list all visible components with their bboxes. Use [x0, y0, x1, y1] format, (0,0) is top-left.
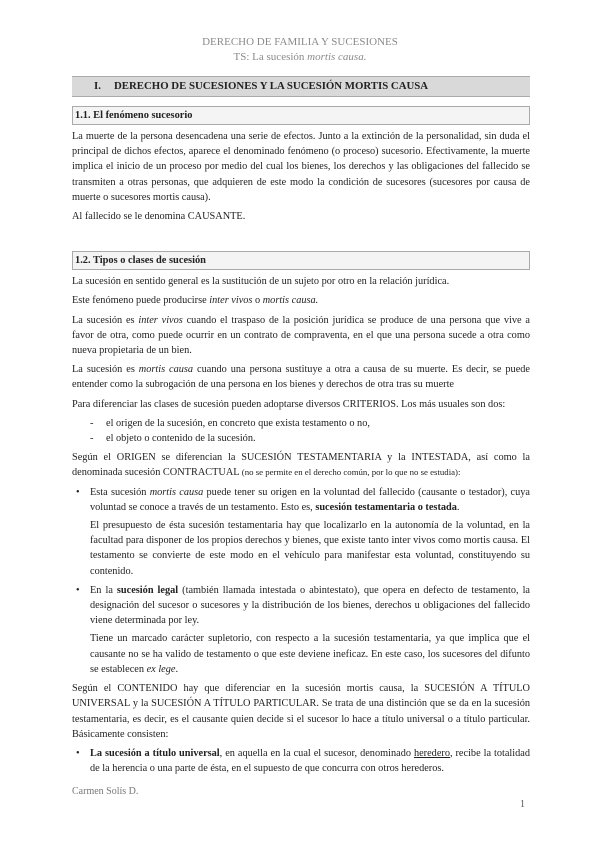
header-subtitle: TS: La sucesión mortis causa. — [233, 51, 367, 63]
footer-author: Carmen Solís D. — [72, 786, 139, 797]
paragraph: Según el CONTENIDO hay que diferenciar en la sucesión mortis causa, la SUCESIÓN A TÍTULO UNIVERSAL y la SUCESIÓN A TÍTULO PARTICULAR. Se trata de una distinción que se da en la sucesión testamentaria, es decir, es el causante quien decide si el sucesor lo hace a título universal o a título particular. Básicamente consisten: — [72, 683, 530, 740]
bullet-icon: • — [76, 747, 80, 759]
subsection-heading-1-2: 1.2. Tipos o clases de sucesión — [72, 251, 530, 270]
page-header — [0, 35, 600, 65]
paragraph: Al fallecido se le denomina CAUSANTE. — [72, 211, 246, 223]
paragraph: Tiene un marcado carácter supletorio, con respecto a la sucesión testamentaria, ya que implica que el causante no se ha valido de testamento o que este deviene ineficaz. En este caso, los sucesores del difunto se establecen ex lege. — [90, 633, 530, 675]
header-title: DERECHO DE FAMILIA Y SUCESIONES — [202, 36, 398, 48]
paragraph: Para diferenciar las clases de sucesión pueden adoptarse diversos CRITERIOS. Los más usuales son dos: — [72, 398, 506, 410]
subsection-heading-1-1: 1.1. El fenómeno sucesorio — [72, 106, 530, 125]
paragraph: La sucesión en sentido general es la sustitución de un sujeto por otro en la relación jurídica. — [72, 276, 450, 288]
dash-list — [72, 416, 530, 446]
paragraph: Según el ORIGEN se diferencian la SUCESIÓN TESTAMENTARIA y la INTESTADA, así como la denominada sucesión CONTRACTUAL (no se permite en el derecho común, por lo que no se estudia): — [72, 452, 530, 479]
bullet-icon: • — [76, 584, 80, 596]
section-heading: I. DERECHO DE SUCESIONES Y LA SUCESIÓN MORTIS CAUSA — [72, 76, 530, 97]
bullet-item: • En la sucesión legal (también llamada intestada o abintestato), que opera en defecto de testamento, la designación del sucesor o sucesores y la distribución de los bienes, derechos u obligaciones del fallecido viene determinada por ley. — [76, 584, 531, 627]
bullet-item: • La sucesión a título universal, en aquella en la cual el sucesor, denominado heredero, recibe la totalidad de la herencia o una parte de ésta, en el supuesto de que concurra con otros herederos. — [76, 747, 531, 775]
bullet-icon: • — [76, 486, 80, 498]
paragraph: Este fenómeno puede producirse inter vivos o mortis causa. — [72, 295, 319, 307]
list-item: - el origen de la sucesión, en concreto que exista testamento o no, — [72, 416, 530, 431]
bullet-item: • Esta sucesión mortis causa puede tener su origen en la voluntad del fallecido (causante o testador), cuya voluntad se conoce a través de un testamento. Esto es, sucesión testamentaria o testada. — [76, 486, 530, 513]
list-item: - el objeto o contenido de la sucesión. — [72, 431, 530, 446]
paragraph: La sucesión es inter vivos cuando el traspaso de la posición jurídica se produce de una persona que vive a favor de otra, como puede ocurrir en un contrato de compraventa, en el que una persona sucede a otra como nueva propietaria de un bien. — [72, 314, 530, 357]
paragraph: La muerte de la persona desencadena una serie de efectos. Junto a la extinción de la personalidad, sin duda el principal de dichos efectos, aparece el denominado fenómeno (o proceso) sucesorio. Efectivamente, la muerte implica el inicio de un proceso por medio del cual los bienes, los derechos y las obligaciones del fallecido se transmiten a otras personas, que adquieren de este modo la condición de sucesores (sucesores por causa de muerte o sucesores mortis causa). — [72, 131, 530, 203]
paragraph: El presupuesto de ésta sucesión testamentaria hay que localizarlo en la autonomía de la voluntad, en la facultad para disponer de los propios derechos y bienes, que existe tanto inter vivos como mortis causa. El testamento se convierte de este modo en el vehículo para manifestar esta voluntad, constituyendo su contenido. — [90, 520, 530, 577]
paragraph: La sucesión es mortis causa cuando una persona sustituye a otra a causa de su muerte. Es decir, se puede entender como la subrogación de una persona en los bienes y derechos de otra tras su muerte — [72, 364, 530, 391]
page-number: 1 — [520, 799, 525, 810]
document-body — [72, 76, 530, 779]
